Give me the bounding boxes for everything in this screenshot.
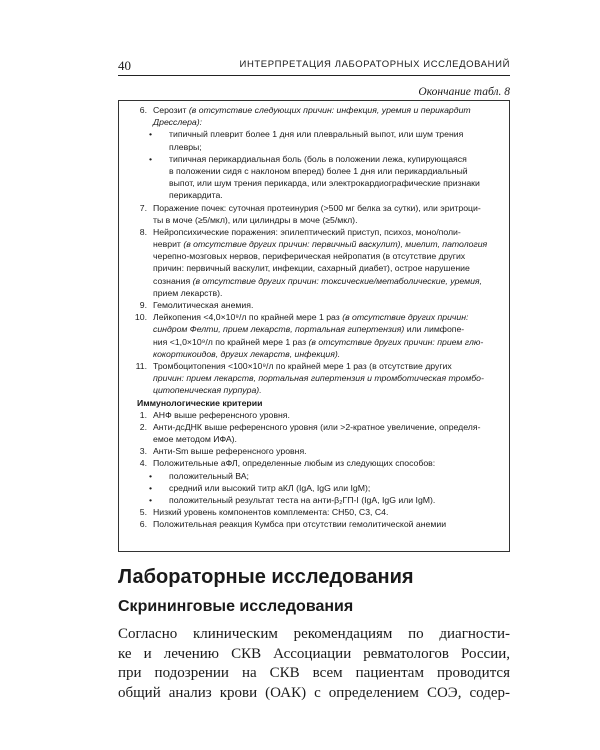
item-text: Низкий уровень компонентов комплемента: CH50, C3, C4. bbox=[153, 507, 389, 518]
item-text: Поражение почек: суточная протеинурия (>500 мг белка за сутки), или эритроци- bbox=[153, 202, 481, 213]
bullet-icon: • bbox=[149, 495, 153, 505]
section-title: Лабораторные исследования bbox=[118, 566, 414, 588]
paragraph-line: Согласно клиническим рекомендациям по диагности- bbox=[118, 626, 510, 642]
item-text: АНФ выше референсного уровня. bbox=[153, 409, 290, 420]
table-line bbox=[119, 238, 509, 250]
criteria-table bbox=[118, 100, 510, 552]
bullet-text: средний или высокий титр аКЛ (IgA, IgG или IgM); bbox=[169, 482, 371, 493]
bullet-text: положительный результат теста на анти-β₂ГП-I (IgA, IgG или IgM). bbox=[169, 495, 436, 505]
table-line bbox=[119, 287, 509, 299]
table-line bbox=[119, 518, 509, 530]
item-text: прием лекарств). bbox=[153, 287, 223, 298]
table-line bbox=[119, 323, 509, 335]
bullet-text: положительный ВА; bbox=[169, 470, 249, 481]
bullet-text: типичная перикардиальная боль (боль в положении лежа, купирующаяся bbox=[169, 153, 467, 164]
item-text: Анти-дсДНК выше референсного уровня (или >2-кратное увеличение, определя- bbox=[153, 421, 481, 432]
item-number: 9. bbox=[139, 300, 147, 310]
item-number: 8. bbox=[139, 226, 147, 237]
table-line bbox=[119, 311, 509, 323]
item-number: 4. bbox=[139, 458, 147, 469]
paragraph-line: ке и лечению СКВ Ассоциации ревматологов России, bbox=[118, 645, 510, 662]
table-line bbox=[119, 433, 509, 445]
item-number: 11. bbox=[135, 360, 147, 371]
bullet-icon: • bbox=[149, 153, 153, 164]
table-line bbox=[119, 409, 509, 421]
table-line bbox=[119, 457, 509, 469]
table-line bbox=[119, 360, 509, 372]
item-text: Дресслера): bbox=[153, 117, 203, 128]
table-continuation-label: Окончание табл. 8 bbox=[418, 86, 510, 98]
item-text: ния <1,0×10⁹/л по крайней мере 1 раз (в отсутствие других причин: прием глю- bbox=[153, 336, 484, 347]
table-line bbox=[119, 262, 509, 274]
paragraph-line: при подозрении на СКВ всем пациентам проводится bbox=[118, 665, 510, 681]
table-line bbox=[119, 299, 509, 311]
immuno-heading: Иммунологические критерии bbox=[137, 397, 263, 408]
table-line bbox=[119, 348, 509, 360]
item-text: Положительные аФЛ, определенные любым из следующих способов: bbox=[153, 458, 436, 469]
bullet-icon: • bbox=[149, 470, 153, 481]
item-text: Гемолитическая анемия. bbox=[153, 300, 254, 310]
header-rule bbox=[118, 75, 510, 76]
item-text: причин: первичный васкулит, инфекции, сахарный диабет), острое нарушение bbox=[153, 263, 470, 274]
item-number: 6. bbox=[139, 519, 147, 530]
table-line bbox=[119, 384, 509, 396]
bullet-text: перикардита. bbox=[169, 190, 223, 201]
item-text: емое методом ИФА). bbox=[153, 434, 237, 445]
table-line bbox=[119, 141, 509, 153]
page-header bbox=[118, 58, 510, 72]
table-line bbox=[119, 397, 509, 409]
item-number: 7. bbox=[139, 202, 147, 213]
bullet-icon: • bbox=[149, 129, 153, 140]
table-line bbox=[119, 189, 509, 201]
item-text: Положительная реакция Кумбса при отсутствии гемолитической анемии bbox=[153, 519, 447, 530]
item-text: Лейкопения <4,0×10⁹/л по крайней мере 1 раз (в отсутствие других причин: bbox=[153, 312, 469, 323]
bullet-icon: • bbox=[149, 482, 153, 493]
item-number: 6. bbox=[139, 105, 147, 115]
item-text: кокортикоидов, других лекарств, инфекция). bbox=[153, 348, 341, 359]
table-line bbox=[119, 226, 509, 238]
paragraph-line: общий анализ крови (ОАК) с определением СОЭ, содер- bbox=[118, 684, 510, 701]
item-text: цитопеническая пурпура). bbox=[153, 385, 262, 396]
item-number: 1. bbox=[139, 409, 147, 420]
running-title: ИНТЕРПРЕТАЦИЯ ЛАБОРАТОРНЫХ ИССЛЕДОВАНИЙ bbox=[239, 59, 510, 70]
table-line bbox=[119, 470, 509, 482]
table-line bbox=[119, 214, 509, 226]
table-line bbox=[119, 250, 509, 262]
item-text: ты в моче (≥5/мкл), или цилиндры в моче (≥5/мкл). bbox=[153, 214, 358, 225]
bullet-text: в положении сидя с наклоном вперед) более 1 дня или перикардиальный bbox=[169, 165, 468, 176]
table-line bbox=[119, 336, 509, 348]
bullet-text: типичный плеврит более 1 дня или плевральный выпот, или шум трения bbox=[169, 129, 464, 140]
table-line bbox=[119, 128, 509, 140]
body-paragraph bbox=[118, 625, 510, 703]
item-text: Серозит (в отсутствие следующих причин: инфекция, уремия и перикардит bbox=[153, 105, 471, 115]
item-text: сознания (в отсутствие других причин: токсические/метаболические, уремия, bbox=[153, 275, 482, 286]
item-number: 5. bbox=[139, 507, 147, 518]
table-line bbox=[119, 116, 509, 128]
table-line bbox=[119, 153, 509, 165]
table-line bbox=[119, 494, 509, 506]
item-text: причин: прием лекарств, портальная гипертензия и тромботическая тромбо- bbox=[153, 373, 484, 384]
bullet-text: плевры; bbox=[169, 141, 202, 152]
item-text: Нейропсихические поражения: эпилептический приступ, психоз, моно/поли- bbox=[153, 226, 461, 237]
item-text: Тромбоцитопения <100×10⁹/л по крайней мере 1 раз (в отсутствие других bbox=[153, 360, 452, 371]
table-line bbox=[119, 202, 509, 214]
page-number: 40 bbox=[118, 58, 131, 73]
table-line bbox=[119, 275, 509, 287]
item-number: 3. bbox=[139, 446, 147, 457]
item-text: Анти-Sm выше референсного уровня. bbox=[153, 446, 307, 457]
item-number: 10. bbox=[134, 312, 147, 323]
table-line bbox=[119, 165, 509, 177]
criteria-list bbox=[119, 104, 509, 531]
table-line bbox=[119, 445, 509, 457]
item-number: 2. bbox=[139, 421, 147, 432]
table-line bbox=[119, 372, 509, 384]
item-text: неврит (в отсутствие других причин: первичный васкулит), миелит, патология bbox=[153, 239, 488, 250]
bullet-text: выпот, или шум трения перикарда, или электрокардиографические признаки bbox=[169, 178, 480, 189]
table-line bbox=[119, 482, 509, 494]
table-line bbox=[119, 177, 509, 189]
table-line bbox=[119, 421, 509, 433]
subsection-title: Скрининговые исследования bbox=[118, 598, 354, 615]
table-line bbox=[119, 104, 509, 116]
table-line bbox=[119, 506, 509, 518]
item-text: синдром Фелти, прием лекарств, портальная гипертензия) или лимфопе- bbox=[153, 324, 465, 335]
item-text: черепно-мозговых нервов, периферическая нейропатия (в отсутствие других bbox=[153, 251, 466, 262]
